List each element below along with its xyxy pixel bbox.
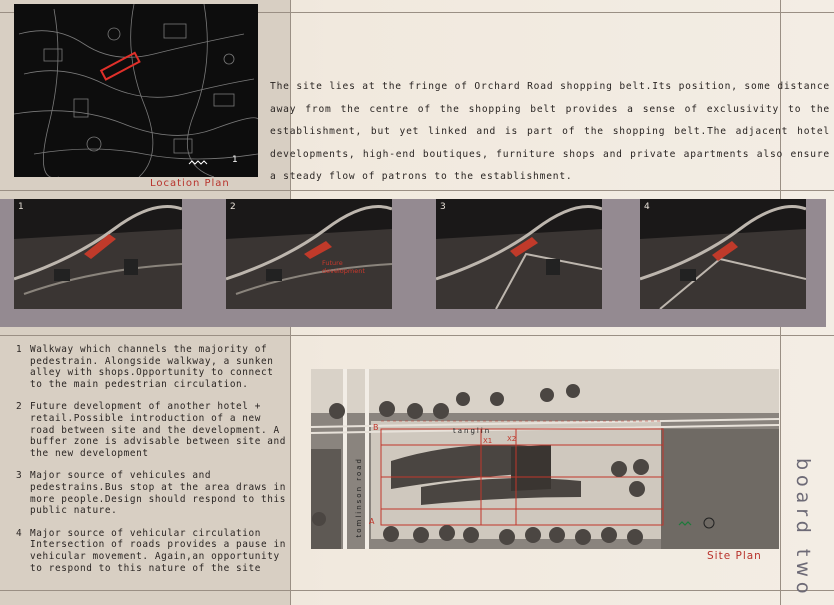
- site-view-2: [226, 199, 392, 309]
- guide-rule: [0, 590, 834, 591]
- location-plan-caption: Location Plan: [150, 178, 230, 189]
- note-text: Walkway which channels the majority of pedestrain. Alongside walkway, a sunken alley with shops.Opportunity to connect to the main pedestrian circulation.: [30, 344, 274, 390]
- note-number: 3: [16, 470, 23, 482]
- note-item: [16, 528, 292, 574]
- site-view-3: [436, 199, 602, 309]
- intro-paragraph: The site lies at the fringe of Orchard Road shopping belt.Its position, some distance away from the centre of the shopping belt provides a sense of exclusivity to the establishment, but yet linked and is part of the shopping belt.The adjacent hotel developments, high-end boutiques, furniture shops and private apartments also ensure a steady flow of patrons to the establishment.: [270, 81, 830, 182]
- view-number: 1: [18, 202, 24, 212]
- board-label: board two: [792, 458, 814, 599]
- site-view-4: [640, 199, 806, 309]
- road-label-tomlinson: tomlinson road: [355, 457, 363, 538]
- guide-rule: [0, 190, 834, 191]
- note-number: 1: [16, 344, 23, 355]
- section-mark-b: B: [373, 423, 379, 432]
- site-analysis-notes: [16, 344, 292, 585]
- north-arrow-icon: [189, 161, 207, 164]
- note-item: [16, 344, 292, 390]
- site-plan-drawing: [311, 369, 779, 549]
- section-mark-x1: X1: [483, 437, 493, 445]
- guide-rule: [0, 335, 834, 336]
- site-view-1: [14, 199, 182, 309]
- note-item: [16, 470, 292, 516]
- note-text: Major source of vehicules and pedestrains.Bus stop at the area draws in more people.Design should respond to this public nature.: [30, 470, 287, 517]
- section-mark-x2: X2: [507, 435, 517, 443]
- section-mark-a: A: [369, 517, 375, 526]
- location-plan-map: [14, 4, 258, 177]
- note-number: 4: [16, 527, 23, 539]
- location-scale-mark: 1: [232, 155, 238, 165]
- note-text: Major source of vehicular circulation Intersection of roads provides a pause in vehicular movement. Again,an opportunity to respond to this nature of the site: [30, 527, 287, 574]
- road-label-tanglin: tanglin: [453, 427, 492, 435]
- note-text: Future development of another hotel + retail.Possible introduction of a new road between site and the development. A buffer zone is advisable between site and the new development: [30, 401, 287, 459]
- view-number: 3: [440, 202, 446, 212]
- site-plan-caption: Site Plan: [707, 550, 762, 562]
- future-development-label: Future development: [322, 259, 365, 275]
- site-views-band: [0, 199, 826, 327]
- note-number: 2: [16, 401, 23, 413]
- view-number: 4: [644, 202, 650, 212]
- note-item: [16, 401, 292, 459]
- view-number: 2: [230, 202, 236, 212]
